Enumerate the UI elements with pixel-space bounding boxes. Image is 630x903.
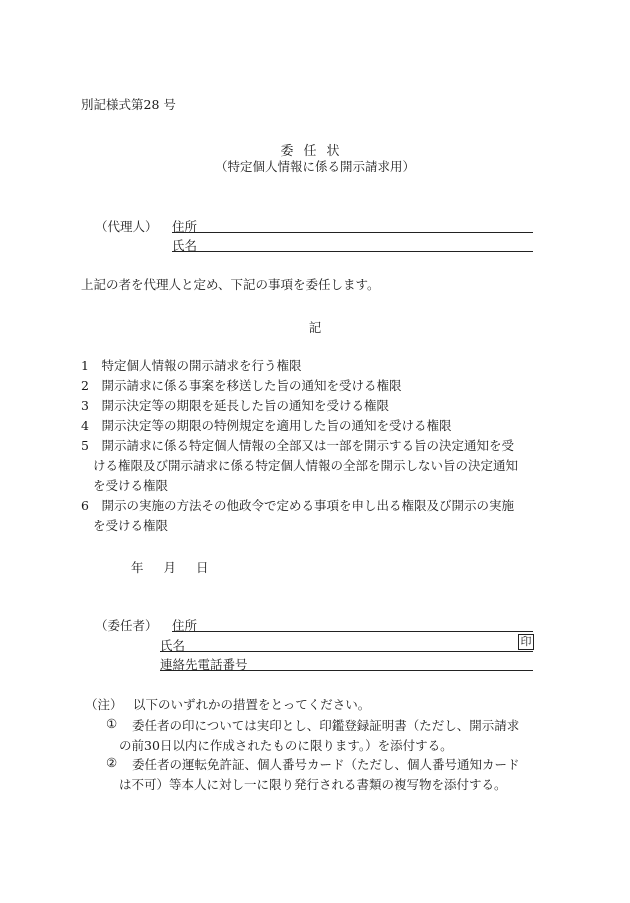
document-title: 委任状 — [280, 144, 350, 159]
agent-address-line — [172, 232, 533, 233]
note-item-mark: ① — [106, 716, 118, 731]
form-number: 別記様式第28 号 — [81, 97, 176, 112]
document-subtitle: （特定個人情報に係る開示請求用） — [214, 159, 415, 174]
principal-name-label: 氏名 — [160, 638, 186, 653]
principal-address-label: 住所 — [172, 618, 198, 633]
date-field — [131, 558, 225, 576]
intro-text: 上記の者を代理人と定め、下記の事項を委任します。 — [81, 277, 380, 292]
agent-address-label: 住所 — [172, 219, 198, 234]
note-item-mark: ② — [106, 755, 118, 770]
list-item-continuation: を受ける権限 — [93, 518, 169, 533]
list-item-continuation: ける権限及び開示請求に係る特定個人情報の全部を開示しない旨の決定通知 — [93, 458, 519, 473]
list-item-continuation: を受ける権限 — [93, 478, 169, 493]
list-item: 5 開示請求に係る特定個人情報の全部又は一部を開示する旨の決定通知を受 — [81, 438, 514, 453]
list-item: 2 開示請求に係る事案を移送した旨の通知を受ける権限 — [81, 378, 402, 393]
principal-role-label: （委任者） — [95, 618, 158, 633]
principal-phone-label: 連絡先電話番号 — [160, 657, 248, 672]
agent-name-line — [172, 251, 533, 252]
note-item-continuation: は不可）等本人に対し一に限り発行される書類の複写物を添付する。 — [119, 777, 507, 792]
note-intro: 以下のいずれかの措置をとってください。 — [133, 697, 371, 712]
list-item: 1 特定個人情報の開示請求を行う権限 — [81, 358, 302, 373]
principal-phone-line — [160, 670, 533, 671]
ki-heading: 記 — [308, 320, 322, 335]
list-item: 4 開示決定等の期限の特例規定を適用した旨の通知を受ける権限 — [81, 418, 452, 433]
list-item: 3 開示決定等の期限を延長した旨の通知を受ける権限 — [81, 398, 389, 413]
principal-address-line — [172, 631, 533, 632]
list-item: 6 開示の実施の方法その他政令で定める事項を申し出る権限及び開示の実施 — [81, 498, 514, 513]
principal-name-line — [160, 651, 533, 652]
note-item-continuation: の前30日以内に作成されたものに限ります。）を添付する。 — [119, 738, 453, 753]
note-item-text: 委任者の印については実印とし、印鑑登録証明書（ただし、開示請求 — [132, 718, 520, 733]
date-month-label: 月 — [163, 560, 177, 575]
agent-name-label: 氏名 — [172, 238, 198, 253]
date-year-label: 年 — [131, 560, 144, 575]
date-day-label: 日 — [196, 560, 209, 575]
note-label: （注） — [85, 697, 123, 712]
note-item-text: 委任者の運転免許証、個人番号カード（ただし、個人番号通知カード — [132, 757, 520, 772]
seal-box: 印 — [518, 634, 534, 650]
agent-role-label: （代理人） — [95, 219, 158, 234]
